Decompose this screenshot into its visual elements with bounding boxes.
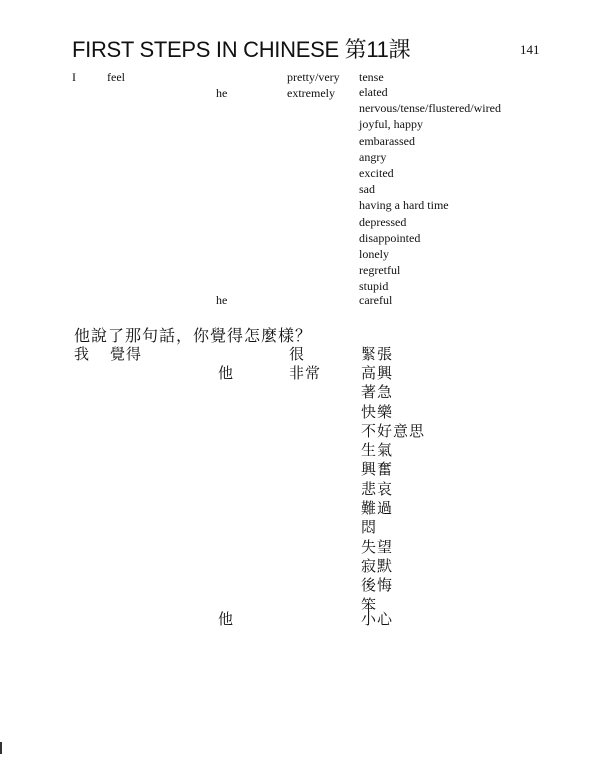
- en-adjective-careful: careful: [359, 293, 393, 307]
- list-item: 不好意思: [361, 421, 426, 440]
- list-item: 寂默: [361, 556, 394, 575]
- zh-subject-wo: 我: [74, 345, 90, 363]
- list-item: elated: [359, 85, 388, 99]
- list-item: 難過: [361, 499, 394, 518]
- zh-verb-juede: 覺得: [110, 345, 143, 363]
- list-item: sad: [359, 182, 375, 197]
- list-item: 悶: [361, 518, 378, 537]
- scan-edge-mark: [0, 742, 2, 754]
- list-item: stupid: [359, 279, 389, 294]
- en-verb-feel: feel: [107, 70, 125, 84]
- zh-adjective-list: [361, 364, 425, 615]
- en-adjective-list: [359, 84, 501, 295]
- zh-question: 他說了那句話，你覺得怎麼樣？: [74, 326, 313, 345]
- en-subject-i: I: [72, 70, 76, 84]
- list-item: depressed: [359, 214, 407, 229]
- zh-subject-ta: 他: [218, 364, 234, 382]
- list-item: angry: [359, 149, 387, 164]
- en-degree-pretty-very: pretty/very: [287, 70, 340, 84]
- list-item: 失望: [361, 537, 394, 556]
- list-item: disappointed: [359, 230, 421, 245]
- list-item: 高興: [361, 364, 394, 382]
- list-item: 笨: [361, 595, 378, 614]
- list-item: lonely: [359, 247, 389, 262]
- list-item: having a hard time: [359, 198, 449, 213]
- list-item: excited: [359, 166, 394, 181]
- list-item: embarassed: [359, 133, 415, 148]
- list-item: nervous/tense/flustered/wired: [359, 101, 501, 116]
- zh-subject-ta-2: 他: [218, 610, 234, 628]
- list-item: regretful: [359, 263, 401, 278]
- en-subject-he-2: he: [216, 293, 228, 307]
- zh-degree-hen: 很: [289, 345, 305, 363]
- list-item: 著急: [361, 383, 394, 402]
- zh-adjective-jinzhang: 緊張: [361, 345, 394, 363]
- list-item: 生氣: [361, 441, 394, 460]
- page-title: FIRST STEPS IN CHINESE 第11課: [72, 37, 411, 62]
- list-item: 興奮: [361, 460, 394, 479]
- en-degree-extremely: extremely: [287, 86, 335, 100]
- zh-degree-feichang: 非常: [289, 364, 322, 382]
- en-adjective-tense: tense: [359, 70, 384, 84]
- page-number: 141: [520, 42, 540, 57]
- list-item: 快樂: [361, 402, 394, 421]
- zh-adjective-xiaoxin: 小心: [361, 610, 394, 628]
- list-item: 悲哀: [361, 479, 394, 498]
- en-subject-he: he: [216, 86, 228, 100]
- list-item: 後悔: [361, 576, 394, 595]
- list-item: joyful, happy: [359, 117, 423, 132]
